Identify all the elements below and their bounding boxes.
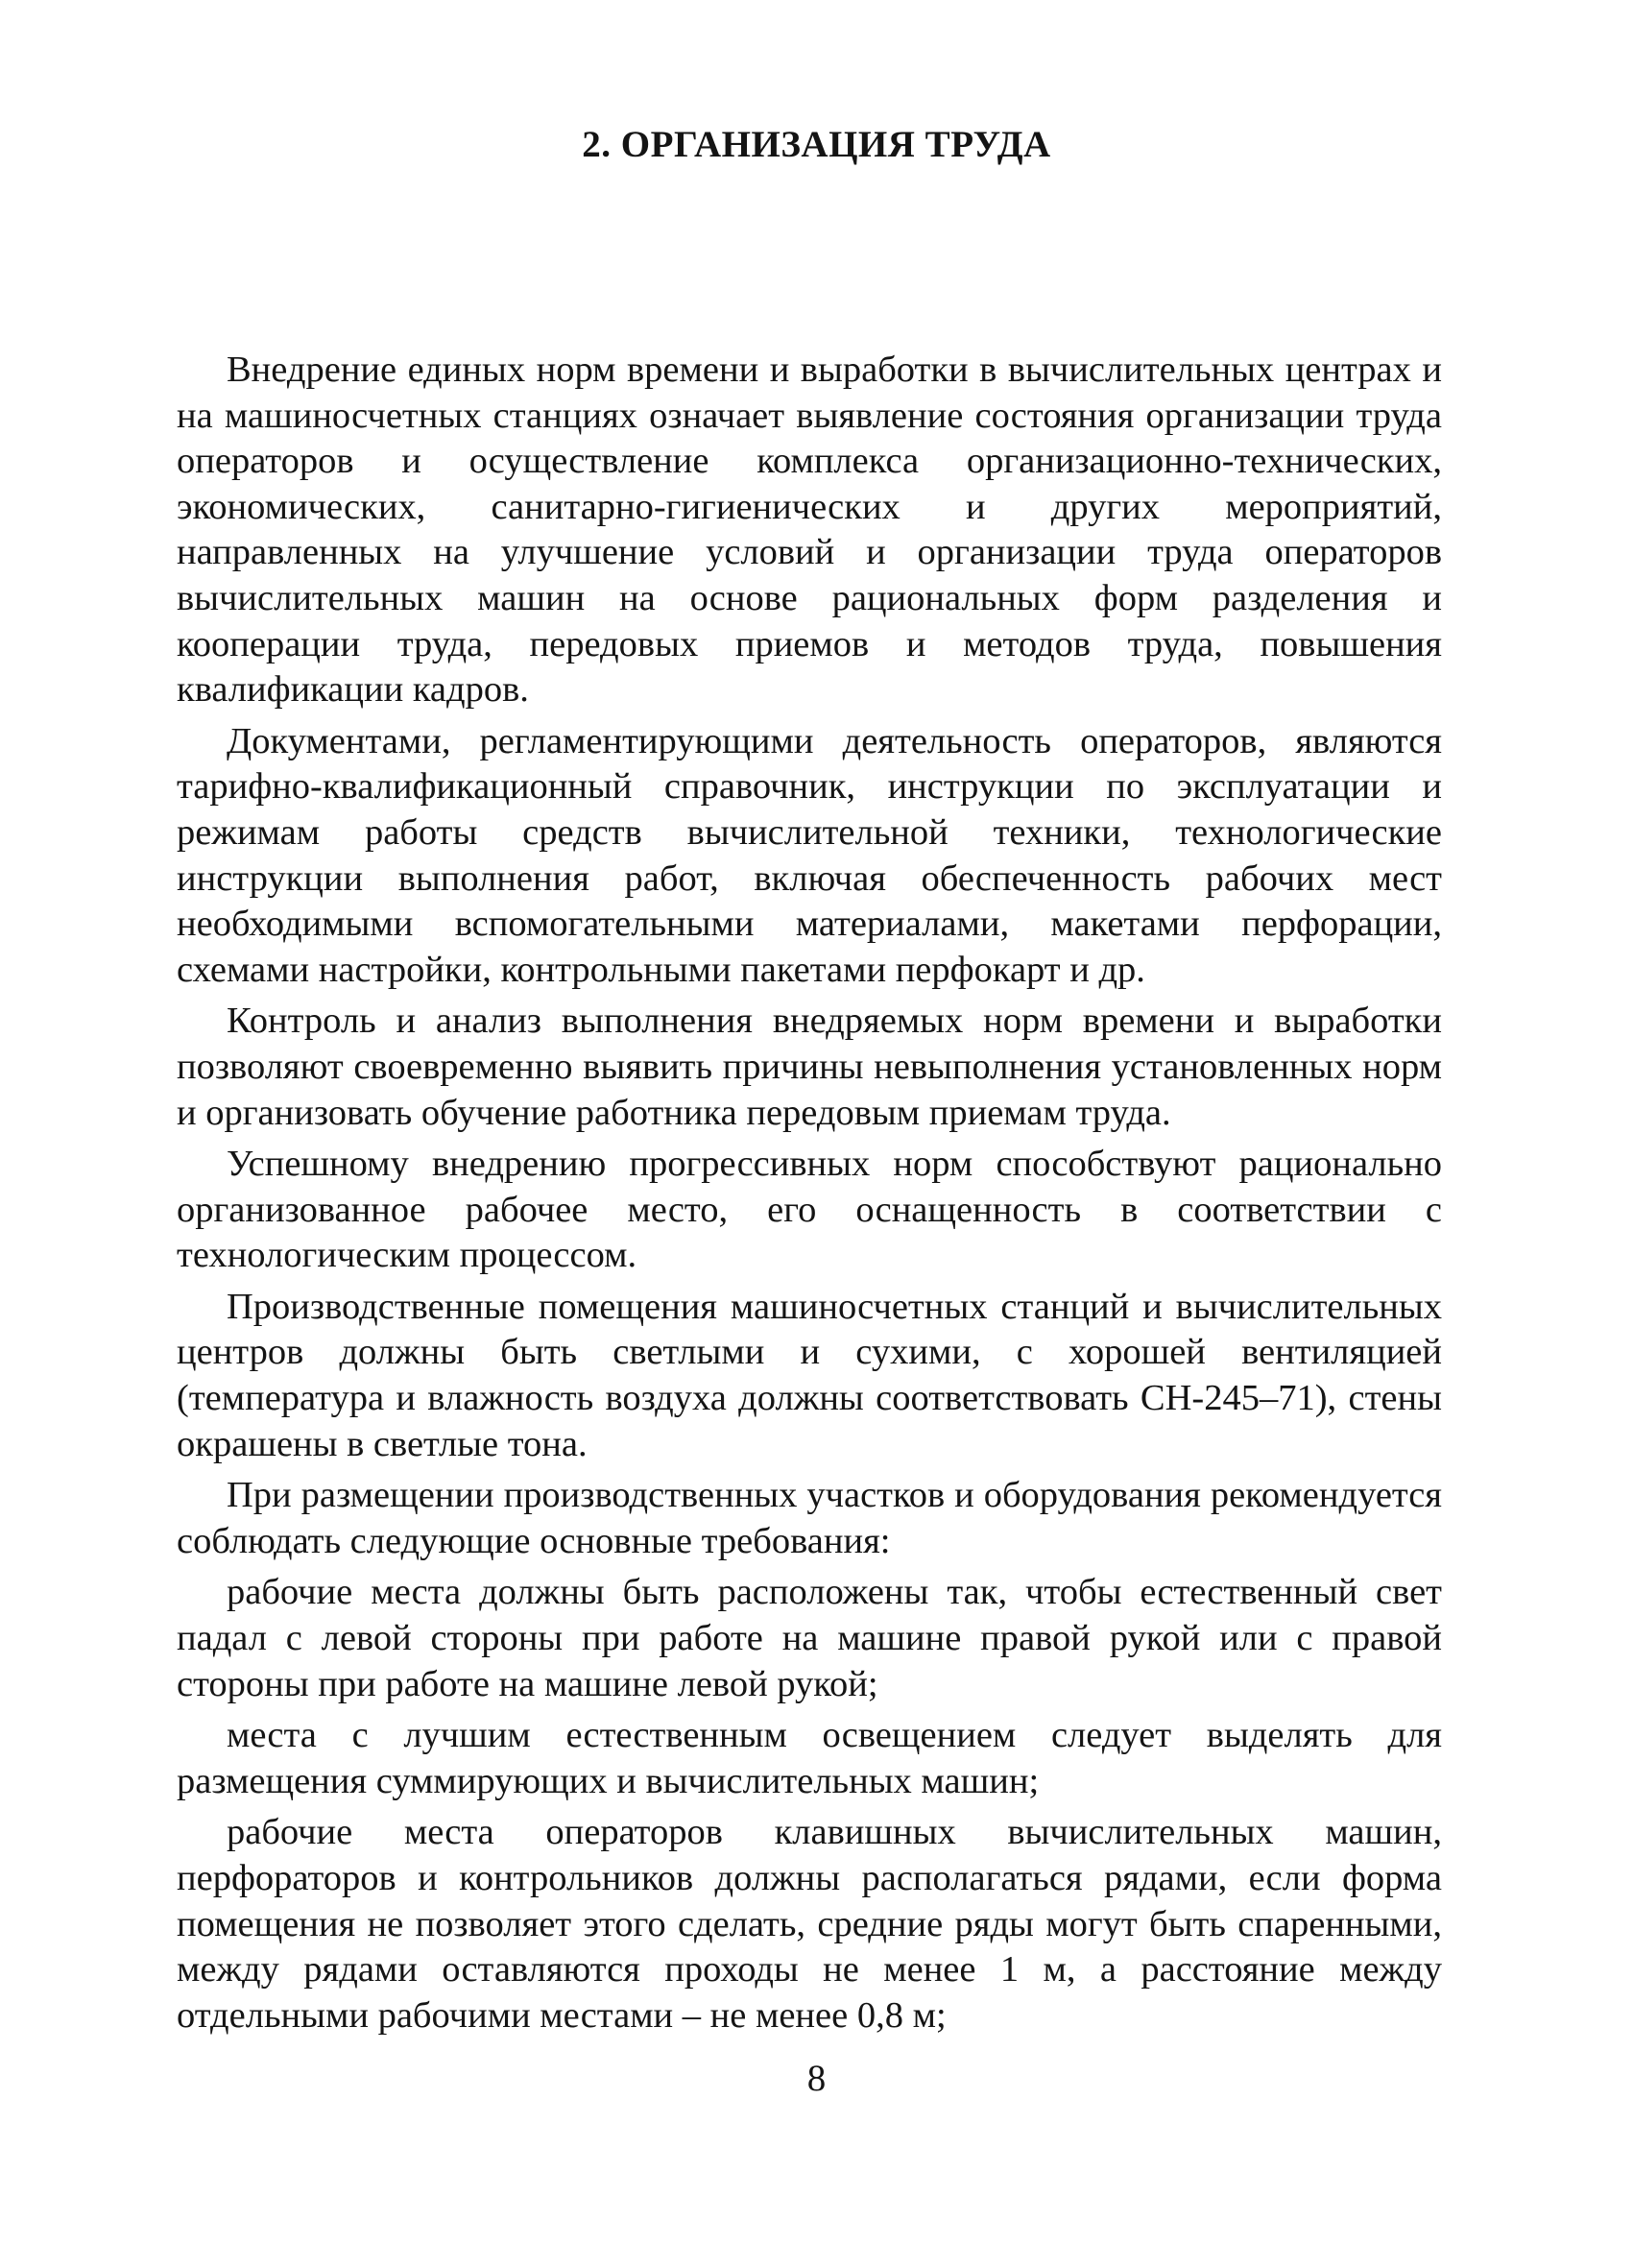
paragraph: Успешному внедрению прогрессивных норм способствуют рационально организованное рабочее место, его оснащенность в соответствии с технологическим процессом. — [177, 1144, 1442, 1276]
list-paragraph: места с лучшим естественным освещением следует выделять для размещения суммирующих и вычислительных машин; — [177, 1715, 1442, 1801]
paragraph: Внедрение единых норм времени и выработки в вычислительных центрах и на машиносчетных станциях означает выявление состояния организации труда операторов и осуществление комплекса организационно-технических, экономических, санитарно-гигиенических и других мероприятий, направленных на улучшение условий и организации труда операторов вычислительных машин на основе рациональных форм разделения и кооперации труда, передовых приемов и методов труда, повышения квалификации кадров. — [177, 350, 1442, 711]
paragraph: Контроль и анализ выполнения внедряемых норм времени и выработки позволяют своевременно выявить причины невыполнения установленных норм и организовать обучение работника передовым приемам труда. — [177, 1001, 1442, 1133]
paragraph: Производственные помещения машиносчетных станций и вычислительных центров должны быть светлыми и сухими, с хорошей вентиляцией (температура и влажность воздуха должны соответствовать СН-245–71), стены окрашены в светлые тона. — [177, 1286, 1442, 1464]
section-title: 2. ОРГАНИЗАЦИЯ ТРУДА — [582, 124, 1051, 165]
page-number: 8 — [806, 2058, 827, 2099]
paragraph: При размещении производственных участков и оборудования рекомендуется соблюдать следующие основные требования: — [177, 1475, 1442, 1561]
list-paragraph: рабочие места должны быть расположены так, чтобы естественный свет падал с левой стороны при работе на машине правой рукой или с правой стороны при работе на машине левой рукой; — [177, 1572, 1442, 1704]
list-paragraph: рабочие места операторов клавишных вычислительных машин, перфораторов и контрольников должны располагаться рядами, если форма помещения не позволяет этого сделать, средние ряды могут быть спаренными, между рядами оставляются проходы не менее 1 м, а расстояние между отдельными рабочими местами – не менее 0,8 м; — [177, 1812, 1442, 2036]
paragraph: Документами, регламентирующими деятельность операторов, являются тарифно-квалификационный справочник, инструкции по эксплуатации и режимам работы средств вычислительной техники, технологические инструкции выполнения работ, включая обеспеченность рабочих мест необходимыми вспомогательными материалами, макетами перфорации, схемами настройки, контрольными пакетами перфокарт и др. — [177, 720, 1442, 990]
body-text — [177, 348, 1442, 2044]
